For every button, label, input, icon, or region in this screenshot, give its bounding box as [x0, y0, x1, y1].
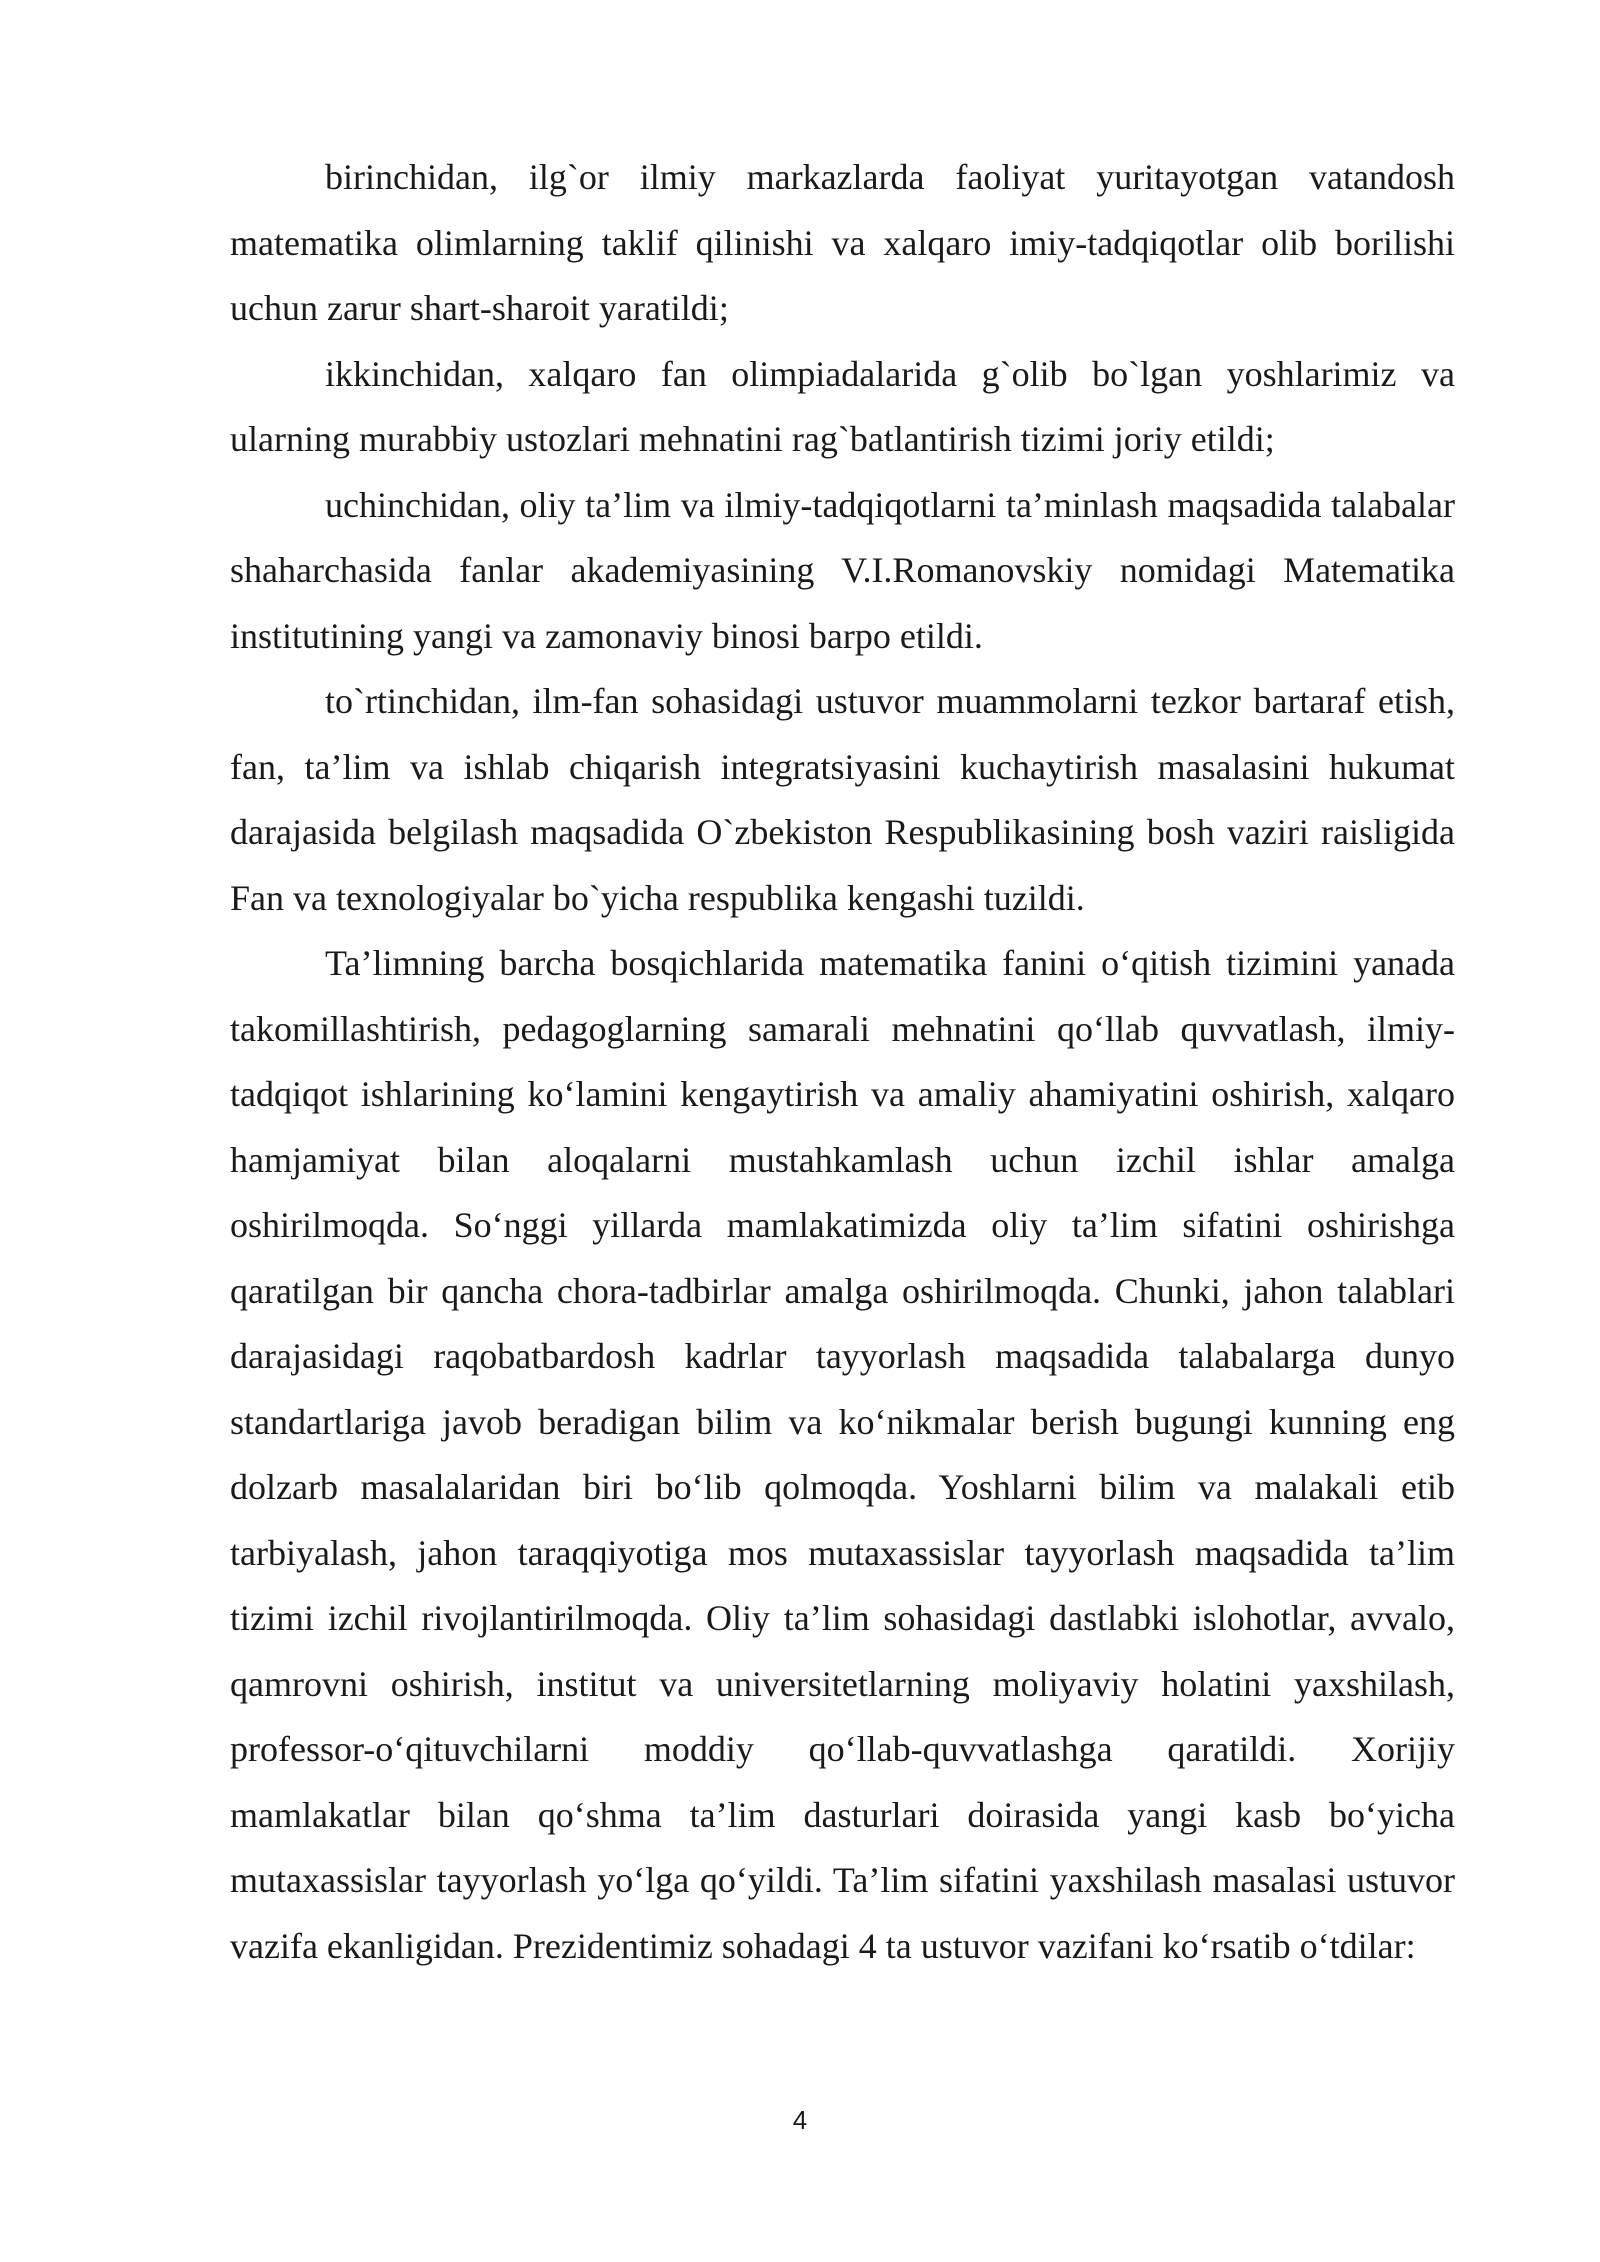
body-text — [230, 145, 1455, 1979]
paragraph-talimning: Ta’limning barcha bosqichlarida matematika fanini o‘qitish tizimini yanada takomillashtirish, pedagoglarning samarali mehnatini qo‘llab quvvatlash, ilmiy-tadqiqot ishlarining ko‘lamini kengaytirish va amaliy ahamiyatini oshirish, xalqaro hamjamiyat bilan aloqalarni mustahkamlash uchun izchil ishlar amalga oshirilmoqda. So‘nggi yillarda mamlakatimizda oliy ta’lim sifatini oshirishga qaratilgan bir qancha chora-tadbirlar amalga oshirilmoqda. Chunki, jahon talablari darajasidagi raqobatbardosh kadrlar tayyorlash maqsadida talabalarga dunyo standartlariga javob beradigan bilim va ko‘nikmalar berish bugungi kunning eng dolzarb masalalaridan biri bo‘lib qolmoqda. Yoshlarni bilim va malakali etib tarbiyalash, jahon taraqqiyotiga mos mutaxassislar tayyorlash maqsadida ta’lim tizimi izchil rivojlantirilmoqda. Oliy ta’lim sohasidagi dastlabki islohotlar, avvalo, qamrovni oshirish, institut va universitetlarning moliyaviy holatini yaxshilash, professor-o‘qituvchilarni moddiy qo‘llab-quvvatlashga qaratildi. Xorijiy mamlakatlar bilan qo‘shma ta’lim dasturlari doirasida yangi kasb bo‘yicha mutaxassislar tayyorlash yo‘lga qo‘yildi. Ta’lim sifatini yaxshilash masalasi ustuvor vazifa ekanligidan. Prezidentimiz sohadagi 4 ta ustuvor vazifani ko‘rsatib o‘tdilar: — [230, 943, 1455, 1966]
paragraph-ikkinchidan: ikkinchidan, xalqaro fan olimpiadalarida g`olib bo`lgan yoshlarimiz va ularning murabbiy ustozlari mehnatini rag`batlantirish tizimi joriy etildi; — [230, 353, 1455, 459]
paragraph-uchinchidan: uchinchidan, oliy ta’lim va ilmiy-tadqiqotlarni ta’minlash maqsadida talabalar shaharchasida fanlar akademiyasining V.I.Romanovskiy nomidagi Matematika institutining yangi va zamonaviy binosi barpo etildi. — [230, 484, 1455, 656]
paragraph-birinchidan: birinchidan, ilg`or ilmiy markazlarda faoliyat yuritayotgan vatandosh matematika olimlarning taklif qilinishi va xalqaro imiy-tadqiqotlar olib borilishi uchun zarur shart-sharoit yaratildi; — [230, 157, 1455, 328]
page-number: 4 — [792, 2105, 808, 2135]
paragraph-tortinchidan: to`rtinchidan, ilm-fan sohasidagi ustuvor muammolarni tezkor bartaraf etish, fan, ta’lim va ishlab chiqarish integratsiyasini kuchaytirish masalasini hukumat darajasida belgilash maqsadida O`zbekiston Respublikasining bosh vaziri raisligida Fan va texnologiyalar bo`yicha respublika kengashi tuzildi. — [230, 681, 1455, 918]
